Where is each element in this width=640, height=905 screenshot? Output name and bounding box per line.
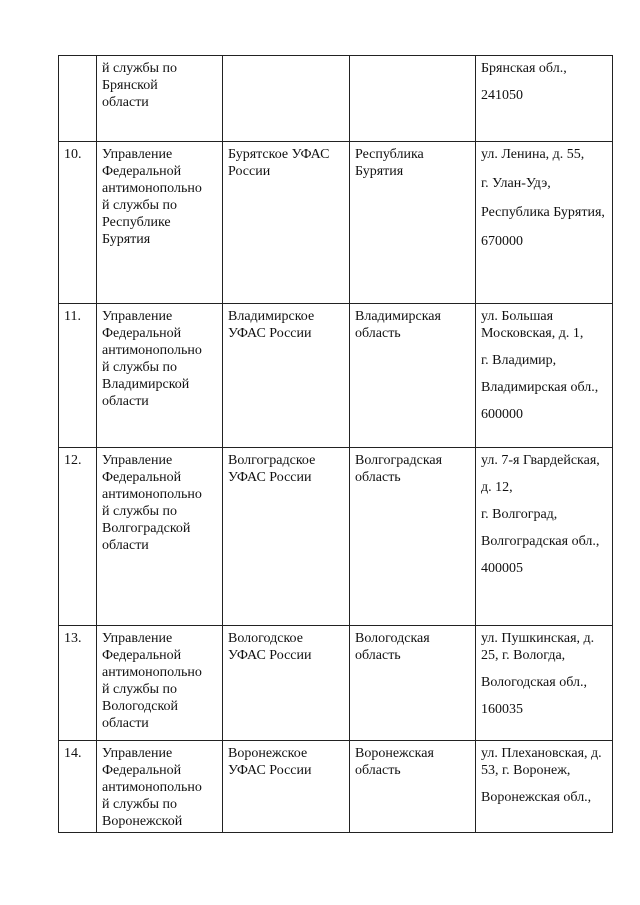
office-address (476, 304, 613, 448)
short-line: Вологодское (228, 631, 303, 646)
name-line: Управление (102, 453, 173, 468)
address-line: Владимирская обл., (481, 380, 599, 395)
address-line: Республика Бурятия, (481, 205, 605, 220)
region-line: область (355, 763, 401, 778)
name-line: области (102, 538, 149, 553)
office-full-name (97, 741, 223, 833)
table-row (59, 448, 613, 626)
office-region (350, 142, 476, 304)
office-full-name (97, 56, 223, 142)
name-line: Волгоградской (102, 521, 191, 536)
name-line: антимонопольно (102, 780, 202, 795)
office-full-name (97, 626, 223, 741)
office-full-name (97, 304, 223, 448)
short-line: Владимирское (228, 309, 315, 324)
name-line: й службы по (102, 198, 178, 213)
row-number: 11. (59, 304, 97, 448)
name-line: Управление (102, 147, 173, 162)
row-number (59, 56, 97, 142)
address-line: 160035 (481, 702, 523, 717)
address-line: ул. Пушкинская, д. 25, г. Вологда, (481, 631, 595, 663)
name-line: Федеральной (102, 326, 182, 341)
address-line: г. Владимир, (481, 353, 557, 368)
office-region (350, 741, 476, 833)
address-line: Брянская обл., (481, 61, 567, 76)
address-line: ул. 7-я Гвардейская, (481, 453, 600, 468)
name-line: области (102, 716, 149, 731)
table-row (59, 142, 613, 304)
name-line: Федеральной (102, 763, 182, 778)
name-line: Федеральной (102, 470, 182, 485)
office-region (350, 56, 476, 142)
row-number: 14. (59, 741, 97, 833)
short-line: УФАС России (228, 648, 312, 663)
address-line: Вологодская обл., (481, 675, 587, 690)
office-short-name (223, 56, 350, 142)
name-line: Федеральной (102, 648, 182, 663)
address-line: 400005 (481, 561, 523, 576)
name-line: антимонопольно (102, 343, 202, 358)
table-row (59, 626, 613, 741)
address-line: ул. Ленина, д. 55, (481, 147, 585, 162)
name-line: Брянской (102, 78, 158, 93)
name-line: й службы по (102, 797, 178, 812)
office-short-name (223, 741, 350, 833)
region-line: Волгоградская (355, 453, 443, 468)
region-line: Воронежская (355, 746, 434, 761)
office-short-name (223, 448, 350, 626)
office-full-name (97, 448, 223, 626)
name-line: Федеральной (102, 164, 182, 179)
row-number: 13. (59, 626, 97, 741)
name-line: й службы по (102, 360, 178, 375)
address-line: 670000 (481, 234, 523, 249)
name-line: области (102, 95, 149, 110)
address-line: ул. Плехановская, д. 53, г. Воронеж, (481, 746, 602, 778)
name-line: антимонопольно (102, 487, 202, 502)
name-line: Владимирской (102, 377, 190, 392)
name-line: антимонопольно (102, 181, 202, 196)
region-line: Владимирская (355, 309, 441, 324)
region-line: Республика (355, 147, 424, 162)
office-address (476, 56, 613, 142)
region-line: Бурятия (355, 164, 404, 179)
name-line: антимонопольно (102, 665, 202, 680)
name-line: Управление (102, 309, 173, 324)
address-line: 241050 (481, 88, 523, 103)
short-line: Волгоградское (228, 453, 316, 468)
name-line: области (102, 394, 149, 409)
region-line: область (355, 648, 401, 663)
office-region (350, 626, 476, 741)
table-row (59, 304, 613, 448)
short-line: УФАС России (228, 326, 312, 341)
table-row (59, 741, 613, 833)
name-line: й службы по (102, 61, 178, 76)
office-full-name (97, 142, 223, 304)
address-line: 600000 (481, 407, 523, 422)
office-short-name (223, 142, 350, 304)
address-line: Волгоградская обл., (481, 534, 600, 549)
region-line: Вологодская (355, 631, 430, 646)
address-line: ул. Большая Московская, д. 1, (481, 309, 584, 341)
office-address (476, 448, 613, 626)
office-address (476, 142, 613, 304)
short-line: Бурятское УФАС (228, 147, 330, 162)
table-row (59, 56, 613, 142)
short-line: УФАС России (228, 470, 312, 485)
office-short-name (223, 304, 350, 448)
address-line: г. Улан-Удэ, (481, 176, 551, 191)
office-region (350, 448, 476, 626)
region-line: область (355, 470, 401, 485)
name-line: Воронежской (102, 814, 183, 829)
office-short-name (223, 626, 350, 741)
name-line: Вологодской (102, 699, 179, 714)
address-line: г. Волгоград, (481, 507, 558, 522)
short-line: УФАС России (228, 763, 312, 778)
office-address (476, 741, 613, 833)
row-number: 10. (59, 142, 97, 304)
short-line: России (228, 164, 271, 179)
office-region (350, 304, 476, 448)
short-line: Воронежское (228, 746, 308, 761)
name-line: Республике (102, 215, 171, 230)
name-line: Бурятия (102, 232, 151, 247)
name-line: й службы по (102, 682, 178, 697)
address-line: Воронежская обл., (481, 790, 592, 805)
address-line: д. 12, (481, 480, 513, 495)
region-line: область (355, 326, 401, 341)
name-line: Управление (102, 746, 173, 761)
office-address (476, 626, 613, 741)
name-line: й службы по (102, 504, 178, 519)
name-line: Управление (102, 631, 173, 646)
row-number: 12. (59, 448, 97, 626)
antimonopoly-offices-table (58, 55, 613, 833)
